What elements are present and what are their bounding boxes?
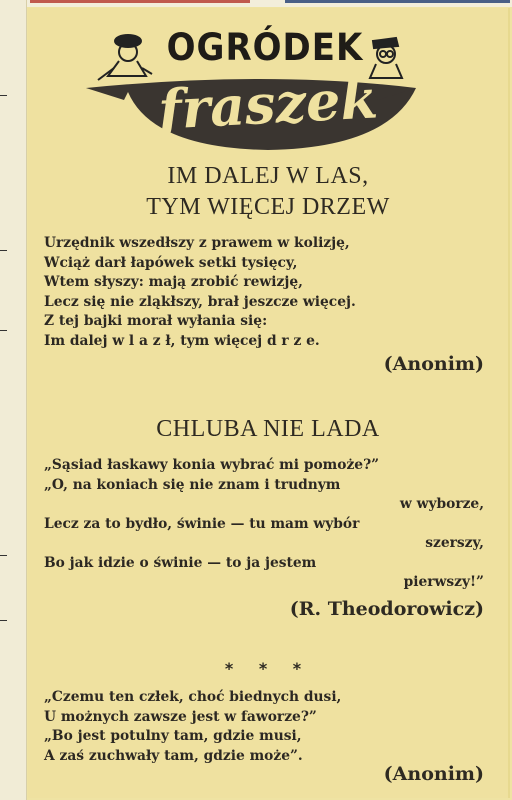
edge-rule xyxy=(0,95,7,96)
poem-line: w wyborze, xyxy=(399,496,484,512)
poem-line: U możnych zawsze jest w faworze?” xyxy=(44,708,317,725)
poem-line: pierwszy!” xyxy=(403,574,484,590)
red-rule xyxy=(30,0,250,3)
poem-line: „Sąsiad łaskawy konia wybrać mi pomoże?” xyxy=(44,457,380,473)
edge-rule xyxy=(0,330,7,331)
poem-line: Im dalej w l a z ł, tym więcej d r z e. xyxy=(44,332,320,349)
poem-text xyxy=(44,234,484,351)
poem-line: „O, na koniach się nie znam i trudnym xyxy=(44,476,341,493)
poem-title xyxy=(28,161,508,223)
poem-line: Urzędnik wszedłszy z prawem w kolizję, xyxy=(44,235,350,251)
poem-line: Z tej bajki morał wyłania się: xyxy=(44,313,268,329)
column-title: OGRÓDEK xyxy=(166,26,364,70)
poem-line: Wciąż darł łapówek setki tysięcy, xyxy=(44,254,298,271)
poem-line: szerszy, xyxy=(425,535,484,551)
edge-rule xyxy=(0,250,7,251)
neighbour-column-edge xyxy=(0,0,27,800)
poem-line: Bo jak idzie o świnie — to ja jestem xyxy=(44,554,317,571)
poem-title xyxy=(28,414,508,445)
poem-line: Wtem słyszy: mają zrobić rewizję, xyxy=(44,274,303,290)
poem-author: (Anonim) xyxy=(383,353,484,375)
section-separator: * * * xyxy=(224,659,312,678)
edge-rule xyxy=(0,555,7,556)
column-header xyxy=(28,8,508,158)
poem-title-line: IM DALEJ W LAS, xyxy=(167,163,369,189)
poem-line: Lecz się nie zląkłszy, brał jeszcze więcej. xyxy=(44,293,356,310)
poem-author: (Anonim) xyxy=(383,763,484,785)
poem-author: (R. Theodorowicz) xyxy=(289,598,484,620)
poem-line: „Czemu ten człek, choć biednych dusi, xyxy=(44,689,342,705)
poem-line: „Bo jest potulny tam, gdzie musi, xyxy=(44,728,302,744)
page-top-strip xyxy=(0,0,512,7)
poem-title-line: CHLUBA NIE LADA xyxy=(156,416,380,442)
newspaper-clipping xyxy=(28,8,510,798)
edge-rule xyxy=(0,620,7,621)
banner-tail-left xyxy=(86,88,130,100)
poem-text xyxy=(44,456,484,593)
poem-text xyxy=(44,688,484,766)
poem-title-line: TYM WIĘCEJ DRZEW xyxy=(146,194,390,220)
poem-line: A zaś zuchwały tam, gdzie może”. xyxy=(44,747,303,764)
poem-line: Lecz za to bydło, świnie — tu mam wybór xyxy=(44,515,360,532)
blue-rule xyxy=(285,0,510,3)
column-subtitle: fraszek xyxy=(156,66,380,142)
